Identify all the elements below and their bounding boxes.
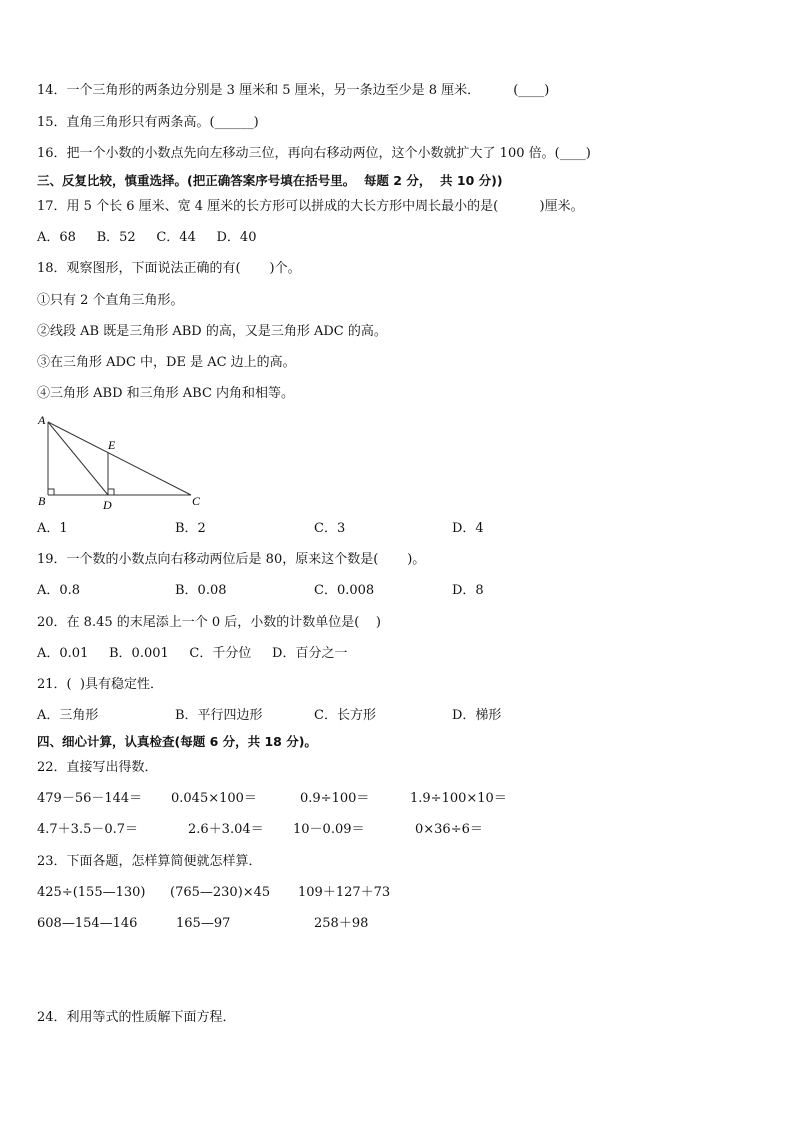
label-a: A <box>38 413 46 427</box>
q23-r2-c2: 165—97 <box>176 916 231 931</box>
right-angle-b <box>48 489 54 495</box>
q22-r2-c4: 0×36÷6＝ <box>415 822 483 837</box>
right-angle-d <box>108 489 114 495</box>
q22-r2-c3: 10－0.09＝ <box>293 822 365 837</box>
q19-option-b: B．0.08 <box>175 583 227 598</box>
q19-option-d: D．8 <box>452 583 484 598</box>
section-3-heading: 三、反复比较，慎重选择。(把正确答案序号填在括号里。 每题 2 分， 共 10 分)) <box>37 173 503 188</box>
question-19: 19．一个数的小数点向右移动两位后是 80，原来这个数是( )。 <box>37 552 426 567</box>
q22-r1-c2: 0.045×100＝ <box>171 791 257 806</box>
q21-option-c: C．长方形 <box>314 708 376 723</box>
q19-option-c: C．0.008 <box>314 583 375 598</box>
q21-option-d: D．梯形 <box>452 708 502 723</box>
label-d: D <box>103 498 112 512</box>
q19-option-a: A．0.8 <box>37 583 81 598</box>
question-20-options: A．0.01 B．0.001 C．千分位 D．百分之一 <box>37 646 348 661</box>
question-18: 18．观察图形，下面说法正确的有( )个。 <box>37 261 301 276</box>
q23-r2-c1: 608—154—146 <box>37 916 138 931</box>
q21-option-b: B．平行四边形 <box>175 708 263 723</box>
triangle-figure <box>36 412 206 512</box>
q23-r1-c2: (765—230)×45 <box>170 885 271 900</box>
q18-option-b: B．2 <box>175 521 206 536</box>
q23-r1-c1: 425÷(155—130) <box>37 885 146 900</box>
q22-r1-c4: 1.9÷100×10＝ <box>410 791 507 806</box>
label-c: C <box>192 494 201 508</box>
question-16: 16．把一个小数的小数点先向左移动三位，再向右移动两位，这个小数就扩大了 100 倍。(____) <box>37 146 591 161</box>
question-21: 21．( )具有稳定性． <box>37 677 163 692</box>
label-e: E <box>108 438 116 452</box>
question-24: 24．利用等式的性质解下面方程． <box>37 1010 236 1025</box>
question-17: 17．用 5 个长 6 厘米、宽 4 厘米的长方形可以拼成的大长方形中周长最小的是( )厘米。 <box>37 199 584 214</box>
question-18-statement-2: ②线段 AB 既是三角形 ABD 的高，又是三角形 ADC 的高。 <box>37 324 387 339</box>
q22-r1-c1: 479－56－144＝ <box>37 791 143 806</box>
question-14: 14．一个三角形的两条边分别是 3 厘米和 5 厘米，另一条边至少是 8 厘米． (____) <box>37 83 550 98</box>
question-15: 15．直角三角形只有两条高。(______) <box>37 115 259 130</box>
question-17-options: A．68 B．52 C．44 D．40 <box>37 230 257 245</box>
q18-option-d: D．4 <box>452 521 484 536</box>
label-b: B <box>38 494 46 508</box>
section-4-heading: 四、细心计算，认真检查(每题 6 分，共 18 分)。 <box>37 734 317 749</box>
question-18-statement-1: ①只有 2 个直角三角形。 <box>37 293 184 308</box>
q18-option-c: C．3 <box>314 521 346 536</box>
q22-r2-c2: 2.6＋3.04＝ <box>188 822 264 837</box>
question-20: 20．在 8.45 的末尾添上一个 0 后，小数的计数单位是( ) <box>37 615 381 630</box>
q18-option-a: A．1 <box>37 521 68 536</box>
q21-option-a: A．三角形 <box>37 708 99 723</box>
q22-r1-c3: 0.9÷100＝ <box>300 791 370 806</box>
question-18-statement-3: ③在三角形 ADC 中，DE 是 AC 边上的高。 <box>37 355 296 370</box>
q23-r1-c3: 109＋127＋73 <box>298 885 391 900</box>
q22-r2-c1: 4.7＋3.5－0.7＝ <box>37 822 139 837</box>
question-18-statement-4: ④三角形 ABD 和三角形 ABC 内角和相等。 <box>37 386 295 401</box>
segment-ad <box>48 422 108 495</box>
question-22: 22．直接写出得数． <box>37 760 158 775</box>
segment-ac <box>48 422 191 495</box>
q23-r2-c3: 258＋98 <box>314 916 369 931</box>
question-23: 23．下面各题，怎样算简便就怎样算． <box>37 854 262 869</box>
